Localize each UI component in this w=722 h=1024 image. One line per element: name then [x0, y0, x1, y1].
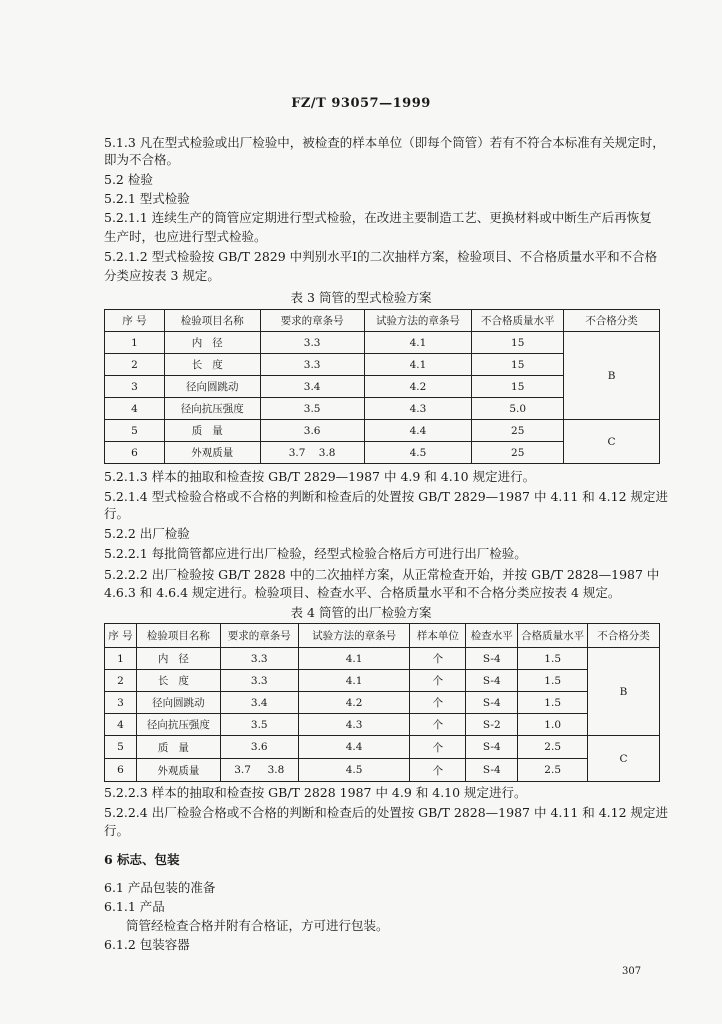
section-6-1-1: 6.1.1 产品: [104, 899, 165, 914]
para-5-2-1-3: 5.2.1.3 样本的抽取和检查按 GB/T 2829—1987 中 4.9 和 4.10 规定进行。: [104, 469, 536, 484]
t4-cell: 个: [410, 714, 466, 736]
table-row: [105, 692, 660, 714]
t3-cell: 4.2: [364, 376, 472, 398]
para-5-2-2-3: 5.2.2.3 样本的抽取和检查按 GB/T 2828 1987 中 4.9 和 4.10 规定进行。: [104, 785, 527, 800]
t4-cell: 1.5: [518, 648, 588, 670]
t3-cell: 质量: [164, 420, 260, 442]
table4-caption: 表 4 筒管的出厂检验方案: [290, 605, 432, 620]
t4-cell: 个: [410, 692, 466, 714]
t4-cell: 4.4: [298, 736, 410, 759]
t4-cell: 质量: [136, 736, 220, 759]
t3-cell: 3.7 3.8: [260, 442, 364, 464]
t4-cell: 1.5: [518, 692, 588, 714]
t3-cell: 4: [105, 398, 165, 420]
t3-cell: 6: [105, 442, 165, 464]
t4-cell: 1: [105, 648, 137, 670]
t4-cell: 个: [410, 670, 466, 692]
para-5-1-3: 5.1.3 凡在型式检验或出厂检验中，被检查的样本单位（即每个筒管）若有不符合本标准有关规定时，: [104, 135, 665, 150]
t3-header-cell: 检验项目名称: [164, 310, 260, 332]
t3-cell: 4.1: [364, 354, 472, 376]
t3-cell: 1: [105, 332, 165, 354]
t3-cell: 径向抗压强度: [164, 398, 260, 420]
t4-cell: 3: [105, 692, 137, 714]
t4-cell: 个: [410, 648, 466, 670]
t4-cell: 2: [105, 670, 137, 692]
t4-header-cell: 试验方法的章条号: [298, 624, 410, 648]
para-5-2-2-2: 5.2.2.2 出厂检验按 GB/T 2828 中的二次抽样方案，从正常检查开始，并按 GB/T 2828—1987 中: [104, 567, 660, 582]
para-5-2-1-2: 5.2.1.2 型式检验按 GB/T 2829 中判别水平Ⅰ的二次抽样方案，检验项目、不合格质量水平和不合格: [104, 249, 658, 264]
t3-cell: 长度: [164, 354, 260, 376]
t3-cell: 4.3: [364, 398, 472, 420]
t4-cell: 内径: [136, 648, 220, 670]
t4-cell: 2.5: [518, 759, 588, 782]
page-header: FZ/T 93057—1999: [291, 96, 431, 111]
para-5-2-2-1: 5.2.2.1 每批筒管都应进行出厂检验，经型式检验合格后方可进行出厂检验。: [104, 546, 527, 561]
t4-class-c: C: [588, 736, 660, 782]
t4-header-cell: 检查水平: [466, 624, 518, 648]
table-row: [105, 714, 660, 736]
t3-cell: 15: [472, 376, 564, 398]
t4-header-cell: 样本单位: [410, 624, 466, 648]
t4-cell: S-4: [466, 759, 518, 782]
t4-cell: 3.3: [220, 670, 298, 692]
table4: [104, 623, 660, 782]
t3-header-cell: 不合格分类: [564, 310, 660, 332]
t3-cell: 3.6: [260, 420, 364, 442]
t4-cell: S-2: [466, 714, 518, 736]
table-row: [105, 420, 660, 442]
section-6-1-2: 6.1.2 包装容器: [104, 937, 190, 952]
section-6: 6 标志、包装: [104, 852, 180, 867]
t4-cell: S-4: [466, 736, 518, 759]
t3-cell: 4.5: [364, 442, 472, 464]
t3-header-cell: 序 号: [105, 310, 165, 332]
t4-cell: 径向抗压强度: [136, 714, 220, 736]
para-6-1-1: 筒管经检查合格并附有合格证，方可进行包装。: [126, 918, 389, 933]
t4-cell: 外观质量: [136, 759, 220, 782]
table3: [104, 309, 660, 464]
t3-cell: 4.1: [364, 332, 472, 354]
t4-cell: S-4: [466, 648, 518, 670]
t4-header-cell: 检验项目名称: [136, 624, 220, 648]
section-6-1: 6.1 产品包装的准备: [104, 880, 216, 895]
t3-cell: 25: [472, 420, 564, 442]
table-row: [105, 670, 660, 692]
t4-cell: 4.1: [298, 670, 410, 692]
t4-cell: 个: [410, 736, 466, 759]
t4-cell: 3.3: [220, 648, 298, 670]
page-number: 307: [622, 966, 642, 977]
t3-cell: 25: [472, 442, 564, 464]
para-5-2-2-2-cont: 4.6.3 和 4.6.4 规定进行。检验项目、检查水平、合格质量水平和不合格分类应按表 4 规定。: [104, 585, 621, 600]
t3-cell: 3.3: [260, 332, 364, 354]
t4-cell: 长度: [136, 670, 220, 692]
t4-cell: 3.5: [220, 714, 298, 736]
para-5-2-1-2-cont: 分类应按表 3 规定。: [104, 268, 220, 283]
t4-class-b: B: [588, 648, 660, 736]
t4-cell: 1.0: [518, 714, 588, 736]
t3-cell: 5.0: [472, 398, 564, 420]
para-5-2-1-1-cont: 生产时，也应进行型式检验。: [104, 229, 267, 244]
t4-cell: 个: [410, 759, 466, 782]
t4-cell: 6: [105, 759, 137, 782]
t4-cell: 4.5: [298, 759, 410, 782]
para-5-2-2-4: 5.2.2.4 出厂检验合格或不合格的判断和检查后的处置按 GB/T 2828—1987 中 4.11 和 4.12 规定进: [104, 805, 669, 820]
t4-header-cell: 不合格分类: [588, 624, 660, 648]
t3-cell: 3.3: [260, 354, 364, 376]
t4-cell: 4.2: [298, 692, 410, 714]
t3-cell: 径向圆跳动: [164, 376, 260, 398]
t3-class-c: C: [564, 420, 660, 464]
t3-header-cell: 要求的章条号: [260, 310, 364, 332]
t4-cell: S-4: [466, 692, 518, 714]
t3-cell: 3: [105, 376, 165, 398]
t3-cell: 3.4: [260, 376, 364, 398]
section-5-2-2: 5.2.2 出厂检验: [104, 526, 190, 541]
t3-cell: 5: [105, 420, 165, 442]
t3-cell: 15: [472, 332, 564, 354]
table-row: [105, 759, 660, 782]
t4-cell: 5: [105, 736, 137, 759]
para-5-1-3-cont: 即为不合格。: [104, 152, 180, 167]
t4-cell: 4: [105, 714, 137, 736]
t4-header-cell: 合格质量水平: [518, 624, 588, 648]
table-row: [105, 332, 660, 354]
t3-cell: 2: [105, 354, 165, 376]
t3-cell: 15: [472, 354, 564, 376]
t3-header-cell: 不合格质量水平: [472, 310, 564, 332]
t4-header-cell: 要求的章条号: [220, 624, 298, 648]
table3-caption: 表 3 筒管的型式检验方案: [290, 290, 432, 305]
para-5-2-1-1: 5.2.1.1 连续生产的筒管应定期进行型式检验，在改进主要制造工艺、更换材料或中断生产后再恢复: [104, 210, 652, 225]
para-5-2-1-4-cont: 行。: [104, 506, 130, 521]
section-5-2-1: 5.2.1 型式检验: [104, 191, 190, 206]
t4-cell: 4.3: [298, 714, 410, 736]
t4-cell: 径向圆跳动: [136, 692, 220, 714]
t4-cell: S-4: [466, 670, 518, 692]
t4-cell: 3.7 3.8: [220, 759, 298, 782]
t4-cell: 1.5: [518, 670, 588, 692]
t4-cell: 4.1: [298, 648, 410, 670]
t4-cell: 3.6: [220, 736, 298, 759]
t3-header-cell: 试验方法的章条号: [364, 310, 472, 332]
table-row: [105, 648, 660, 670]
para-5-2-2-4-cont: 行。: [104, 823, 130, 838]
t3-cell: 内径: [164, 332, 260, 354]
para-5-2-1-4: 5.2.1.4 型式检验合格或不合格的判断和检查后的处置按 GB/T 2829—1987 中 4.11 和 4.12 规定进: [104, 489, 669, 504]
table-row: [105, 736, 660, 759]
t3-class-b: B: [564, 332, 660, 420]
t4-cell: 3.4: [220, 692, 298, 714]
t4-cell: 2.5: [518, 736, 588, 759]
t3-cell: 外观质量: [164, 442, 260, 464]
t3-cell: 4.4: [364, 420, 472, 442]
t3-cell: 3.5: [260, 398, 364, 420]
section-5-2: 5.2 检验: [104, 172, 153, 187]
t4-header-cell: 序 号: [105, 624, 137, 648]
